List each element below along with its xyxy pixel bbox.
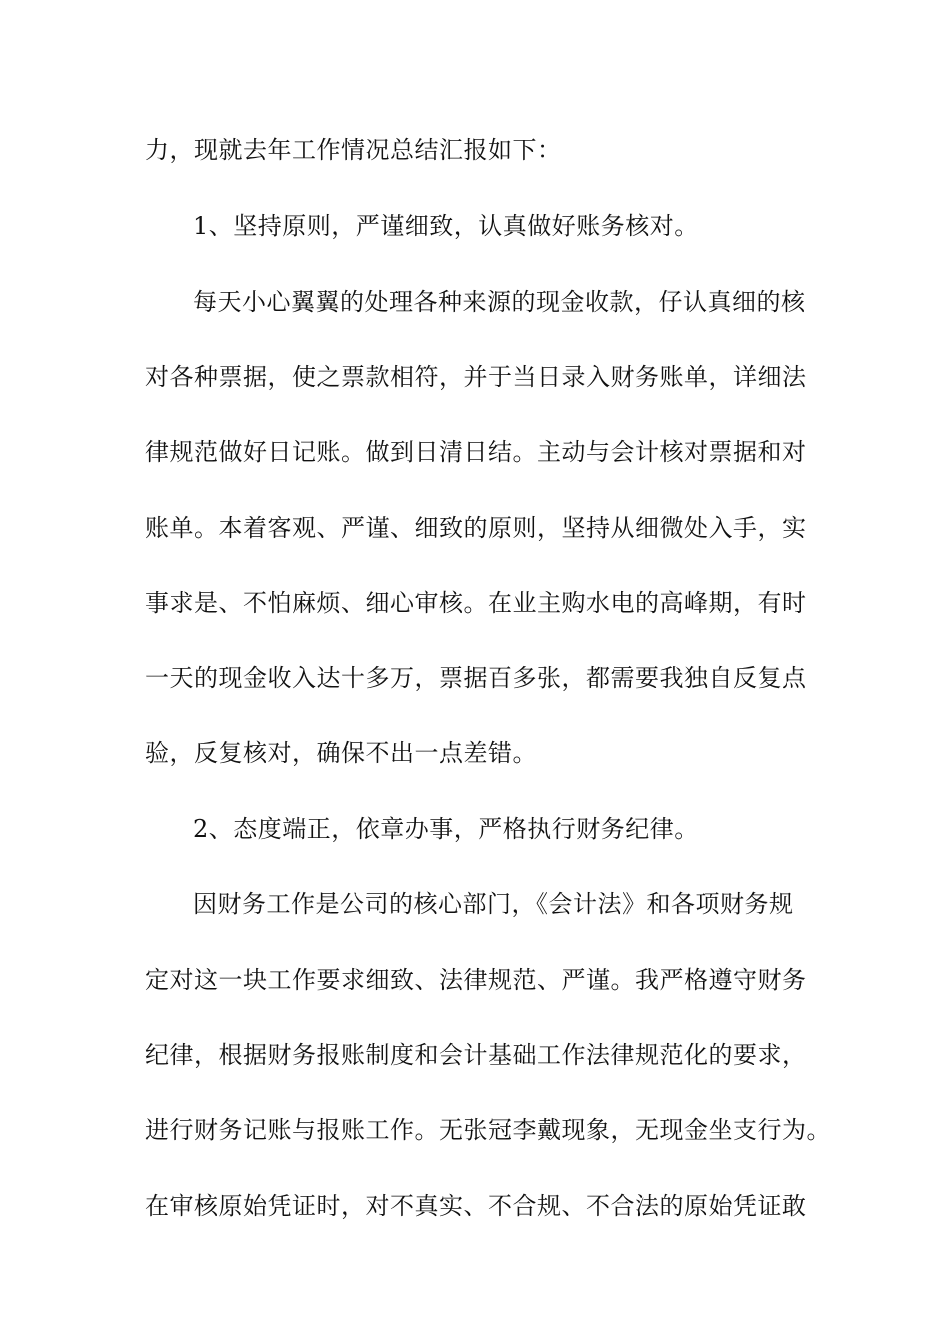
text-line: 定对这一块工作要求细致、法律规范、严谨。我严格遵守财务 [145, 966, 807, 994]
text-line: 每天小心翼翼的处理各种来源的现金收款，仔认真细的核 [193, 288, 806, 316]
text-line: 力，现就去年工作情况总结汇报如下： [145, 136, 562, 164]
text-line: 对各种票据，使之票款相符，并于当日录入财务账单，详细法 [145, 363, 807, 391]
text-line: 因财务工作是公司的核心部门，《会计法》和各项财务规 [193, 890, 794, 918]
section-heading: 2、态度端正，依章办事，严格执行财务纪律。 [193, 815, 699, 843]
text-line: 进行财务记账与报账工作。无张冠李戴现象，无现金坐支行为。 [145, 1116, 831, 1144]
text-line: 律规范做好日记账。做到日清日结。主动与会计核对票据和对 [145, 438, 807, 466]
section-heading: 1、坚持原则，严谨细致，认真做好账务核对。 [193, 212, 699, 240]
text-line: 一天的现金收入达十多万，票据百多张，都需要我独自反复点 [145, 664, 807, 692]
text-line: 在审核原始凭证时，对不真实、不合规、不合法的原始凭证敢 [145, 1192, 807, 1220]
text-line: 验，反复核对，确保不出一点差错。 [145, 739, 537, 767]
text-line: 事求是、不怕麻烦、细心审核。在业主购水电的高峰期，有时 [145, 589, 807, 617]
text-line: 账单。本着客观、严谨、细致的原则，坚持从细微处入手，实 [145, 514, 807, 542]
text-line: 纪律，根据财务报账制度和会计基础工作法律规范化的要求， [145, 1041, 807, 1069]
